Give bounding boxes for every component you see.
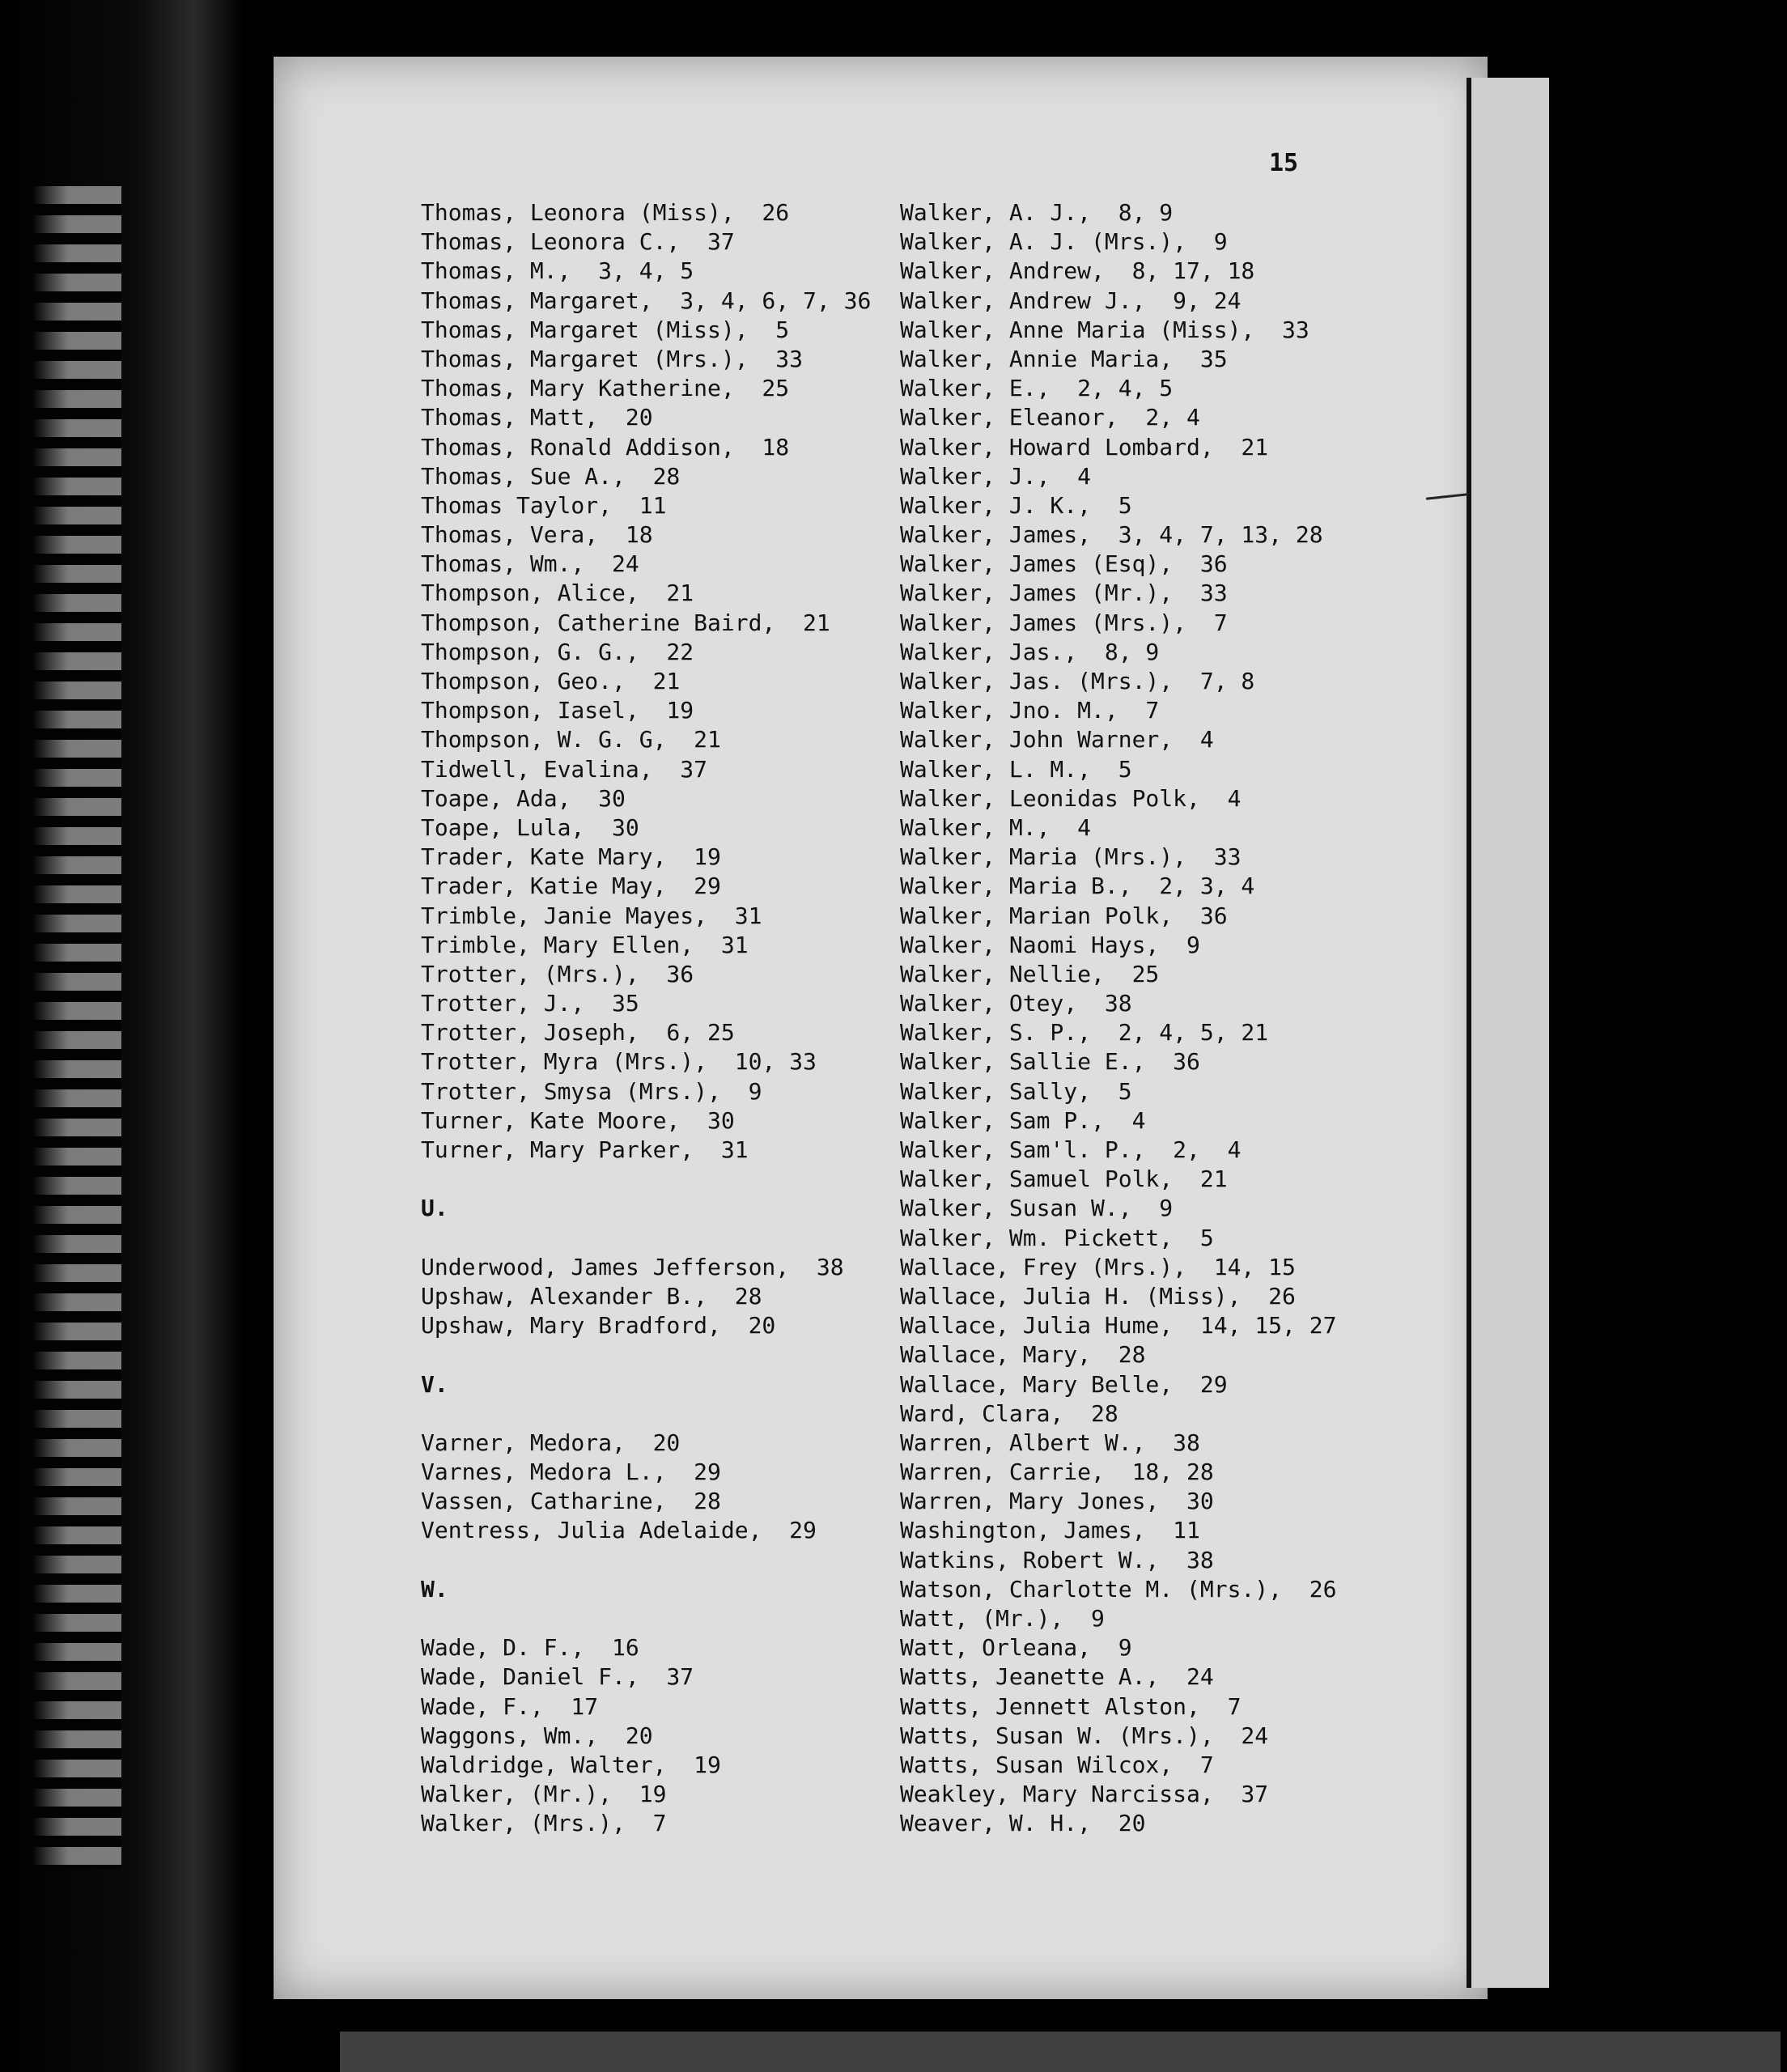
spacer — [421, 1340, 871, 1369]
spacer — [421, 1165, 871, 1194]
index-entry: Varner, Medora, 20 — [421, 1429, 681, 1456]
index-entry: Watts, Susan Wilcox, 7 — [900, 1751, 1214, 1778]
index-entry: Walker, Maria B., 2, 3, 4 — [900, 873, 1255, 900]
index-entry: Walker, J., 4 — [900, 462, 1092, 490]
letter-heading: U. — [421, 1195, 448, 1222]
index-entry: Thomas Taylor, 11 — [421, 491, 667, 519]
spacer — [421, 1224, 871, 1253]
index-entry: Vassen, Catharine, 28 — [421, 1488, 721, 1515]
index-entry: Thomas, Ronald Addison, 18 — [421, 433, 790, 461]
letter-heading: W. — [421, 1575, 448, 1603]
index-entry: Walker, Andrew, 8, 17, 18 — [900, 257, 1255, 285]
index-entry: Thomas, Mary Katherine, 25 — [421, 375, 790, 402]
scan-bottom-edge — [340, 2032, 1781, 2072]
index-entry: Weakley, Mary Narcissa, 37 — [900, 1781, 1269, 1808]
index-entry: Trotter, (Mrs.), 36 — [421, 960, 694, 987]
index-entry: Thomas, Leonora (Miss), 26 — [421, 199, 790, 226]
index-entry: Walker, J. K., 5 — [900, 491, 1132, 519]
index-entry: Walker, Sally, 5 — [900, 1077, 1132, 1105]
index-entry: Walker, A. J., 8, 9 — [900, 199, 1174, 226]
index-entry: Thomas, M., 3, 4, 5 — [421, 257, 694, 285]
index-entry: Walker, E., 2, 4, 5 — [900, 375, 1174, 402]
index-entry: Trader, Katie May, 29 — [421, 873, 721, 900]
index-entry: Wallace, Julia H. (Miss), 26 — [900, 1282, 1296, 1310]
index-entry: Thomas, Leonora C., 37 — [421, 228, 735, 256]
index-entry: Toape, Lula, 30 — [421, 813, 639, 841]
index-entry: Thomas, Vera, 18 — [421, 521, 653, 549]
index-entry: Walker, S. P., 2, 4, 5, 21 — [900, 1019, 1269, 1047]
index-entry: Walker, Sam P., 4 — [900, 1106, 1146, 1134]
index-entry: Walker, Otey, 38 — [900, 990, 1132, 1017]
index-entry: Walker, Jas. (Mrs.), 7, 8 — [900, 668, 1255, 694]
index-entry: Thomas, Wm., 24 — [421, 550, 639, 578]
index-entry: Thomas, Sue A., 28 — [421, 462, 681, 490]
index-entry: Wade, D. F., 16 — [421, 1634, 639, 1662]
index-entry: Ventress, Julia Adelaide, 29 — [421, 1517, 817, 1544]
letter-heading: V. — [421, 1370, 448, 1398]
index-entry: Thompson, W. G. G, 21 — [421, 726, 721, 754]
index-entry: Thomas, Matt, 20 — [421, 404, 653, 431]
index-entry: Walker, James (Mr.), 33 — [900, 580, 1228, 607]
index-entry: Walker, James (Mrs.), 7 — [900, 609, 1228, 636]
index-entry: Walker, Eleanor, 2, 4 — [900, 404, 1200, 431]
index-entry: Trotter, Myra (Mrs.), 10, 33 — [421, 1048, 817, 1076]
index-entry: Watson, Charlotte M. (Mrs.), 26 — [900, 1575, 1337, 1603]
index-entry: Walker, Anne Maria (Miss), 33 — [900, 316, 1309, 343]
index-entry: Walker, Leonidas Polk, 4 — [900, 784, 1242, 812]
spacer — [421, 1604, 871, 1633]
index-entry: Walker, L. M., 5 — [900, 755, 1132, 783]
spacer — [421, 1399, 871, 1429]
index-entry: Walker, A. J. (Mrs.), 9 — [900, 228, 1228, 256]
index-entry: Varnes, Medora L., 29 — [421, 1458, 721, 1486]
index-entry: Walker, James (Esq), 36 — [900, 550, 1228, 578]
index-column-left — [421, 198, 871, 1839]
index-entry: Walker, John Warner, 4 — [900, 726, 1214, 754]
index-entry: Watkins, Robert W., 38 — [900, 1546, 1214, 1573]
index-entry: Walker, Jno. M., 7 — [900, 697, 1160, 724]
right-margin — [1471, 78, 1549, 1988]
index-entry: Warren, Mary Jones, 30 — [900, 1488, 1214, 1515]
index-entry: Underwood, James Jefferson, 38 — [421, 1253, 844, 1280]
index-entry: Watts, Jennett Alston, 7 — [900, 1692, 1242, 1720]
index-entry: Watt, (Mr.), 9 — [900, 1605, 1105, 1632]
index-entry: Tidwell, Evalina, 37 — [421, 755, 708, 783]
index-entry: Wallace, Julia Hume, 14, 15, 27 — [900, 1312, 1337, 1340]
index-entry: Waldridge, Walter, 19 — [421, 1751, 721, 1778]
index-entry: Walker, (Mr.), 19 — [421, 1781, 667, 1808]
index-entry: Weaver, W. H., 20 — [900, 1810, 1146, 1837]
index-entry: Watts, Susan W. (Mrs.), 24 — [900, 1722, 1269, 1749]
index-entry: Walker, Howard Lombard, 21 — [900, 433, 1269, 461]
index-entry: Trotter, Joseph, 6, 25 — [421, 1019, 735, 1047]
index-column-right — [900, 198, 1336, 1839]
index-entry: Walker, Jas., 8, 9 — [900, 638, 1160, 665]
index-entry: Trotter, J., 35 — [421, 990, 639, 1017]
index-entry: Thompson, Geo., 21 — [421, 668, 681, 694]
index-entry: Walker, Annie Maria, 35 — [900, 345, 1228, 372]
spacer — [421, 1546, 871, 1575]
index-entry: Walker, Nellie, 25 — [900, 960, 1160, 987]
index-entry: Thompson, Alice, 21 — [421, 580, 694, 607]
index-entry: Waggons, Wm., 20 — [421, 1722, 653, 1749]
index-entry: Wallace, Mary, 28 — [900, 1341, 1146, 1369]
index-entry: Walker, Samuel Polk, 21 — [900, 1166, 1228, 1193]
index-entry: Walker, (Mrs.), 7 — [421, 1810, 667, 1837]
index-entry: Upshaw, Mary Bradford, 20 — [421, 1312, 776, 1340]
index-entry: Watts, Jeanette A., 24 — [900, 1663, 1214, 1691]
index-entry: Walker, Wm. Pickett, 5 — [900, 1224, 1214, 1251]
index-entry: Walker, Maria (Mrs.), 33 — [900, 843, 1242, 871]
index-entry: Walker, Marian Polk, 36 — [900, 902, 1228, 929]
index-entry: Trotter, Smysa (Mrs.), 9 — [421, 1077, 762, 1105]
index-entry: Thompson, Iasel, 19 — [421, 697, 694, 724]
index-entry: Thomas, Margaret, 3, 4, 6, 7, 36 — [421, 287, 872, 314]
index-entry: Trader, Kate Mary, 19 — [421, 843, 721, 871]
index-entry: Warren, Carrie, 18, 28 — [900, 1458, 1214, 1486]
index-entry: Walker, Susan W., 9 — [900, 1195, 1174, 1222]
index-entry: Walker, Andrew J., 9, 24 — [900, 287, 1242, 314]
index-entry: Walker, James, 3, 4, 7, 13, 28 — [900, 521, 1323, 549]
index-entry: Thompson, G. G., 22 — [421, 638, 694, 665]
index-entry: Upshaw, Alexander B., 28 — [421, 1282, 762, 1310]
index-entry: Watt, Orleana, 9 — [900, 1634, 1132, 1662]
index-entry: Wallace, Frey (Mrs.), 14, 15 — [900, 1253, 1296, 1280]
index-entry: Thompson, Catherine Baird, 21 — [421, 609, 830, 636]
index-entry: Turner, Mary Parker, 31 — [421, 1136, 749, 1163]
index-entry: Toape, Ada, 30 — [421, 784, 626, 812]
index-entry: Trimble, Janie Mayes, 31 — [421, 902, 762, 929]
index-entry: Walker, M., 4 — [900, 813, 1092, 841]
index-entry: Walker, Sallie E., 36 — [900, 1048, 1200, 1076]
index-entry: Thomas, Margaret (Miss), 5 — [421, 316, 790, 343]
index-entry: Washington, James, 11 — [900, 1517, 1200, 1544]
index-entry: Ward, Clara, 28 — [900, 1399, 1118, 1427]
index-entry: Warren, Albert W., 38 — [900, 1429, 1200, 1456]
adjacent-page-text-bleed — [32, 186, 121, 1870]
index-entry: Trimble, Mary Ellen, 31 — [421, 931, 749, 958]
index-entry: Wallace, Mary Belle, 29 — [900, 1370, 1228, 1398]
index-entry: Wade, Daniel F., 37 — [421, 1663, 694, 1691]
index-entry: Walker, Sam'l. P., 2, 4 — [900, 1136, 1242, 1163]
index-entry: Wade, F., 17 — [421, 1692, 599, 1720]
page-number: 15 — [1269, 149, 1299, 177]
index-entry: Thomas, Margaret (Mrs.), 33 — [421, 345, 804, 372]
index-entry: Turner, Kate Moore, 30 — [421, 1106, 735, 1134]
index-entry: Walker, Naomi Hays, 9 — [900, 931, 1200, 958]
